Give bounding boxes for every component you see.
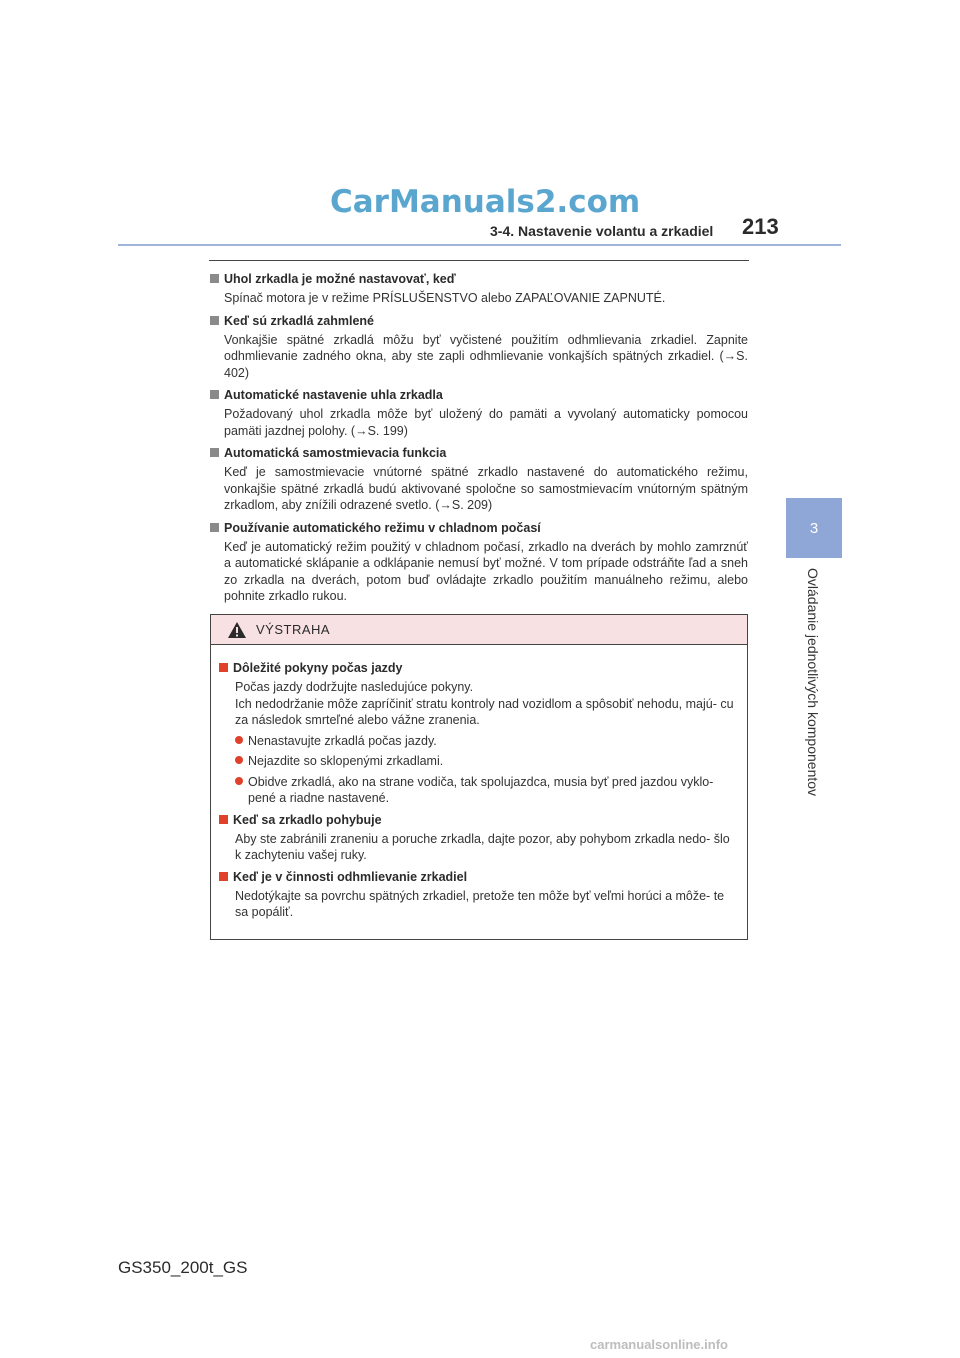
watermark-logo-top: CarManuals2.com bbox=[330, 184, 641, 220]
square-bullet-icon bbox=[219, 815, 228, 824]
dot-bullet-icon bbox=[235, 756, 243, 764]
note-body: Spínač motora je v režime PRÍSLUŠENSTVO alebo ZAPAĽOVANIE ZAPNUTÉ. bbox=[224, 291, 666, 305]
warning-section-body: Nedotýkajte sa povrchu spätných zrkadiel, pretože ten môže byť veľmi horúci a môže- te sa popáliť. bbox=[235, 888, 725, 919]
note-heading: Automatické nastavenie uhla zrkadla bbox=[210, 386, 748, 404]
warning-section-body: Počas jazdy dodržujte nasledujúce pokyny. bbox=[235, 680, 474, 694]
square-bullet-icon bbox=[210, 274, 219, 283]
warning-box bbox=[210, 614, 748, 940]
chapter-number: 3 bbox=[809, 520, 819, 537]
note-body: Vonkajšie spätné zrkadlá môžu byť vyčistené použitím odhmlievania zrkadiel. Zapnite odhmlievanie zadného okna, aby ste zapli odhmlievanie vonkajších spätných zrkadiel. (→S. 402) bbox=[224, 332, 748, 380]
note-body: Požadovaný uhol zrkadla môže byť uložený do pamäti a vyvolaný automaticky pomocou pamäti jazdnej polohy. (→S. 199) bbox=[224, 407, 748, 438]
note-heading: Automatická samostmievacia funkcia bbox=[210, 444, 748, 462]
warning-header bbox=[211, 615, 747, 645]
square-bullet-icon bbox=[210, 316, 219, 325]
warning-content bbox=[211, 645, 747, 921]
warning-section bbox=[219, 811, 739, 864]
warning-title: VÝSTRAHA bbox=[256, 622, 331, 637]
warning-bullet: Nejazdite so sklopenými zrkadlami. bbox=[219, 753, 739, 770]
warning-section-body: Aby ste zabránili zraneniu a poruche zrkadla, dajte pozor, aby pohybom zrkadla nedo- šlo k zachyteniu vašej ruky. bbox=[235, 831, 730, 862]
dot-bullet-icon bbox=[235, 736, 243, 744]
content-divider bbox=[209, 260, 749, 261]
section-title: 3-4. Nastavenie volantu a zrkadiel bbox=[490, 223, 714, 239]
warning-section bbox=[219, 868, 739, 921]
warning-section-body: Ich nedodržanie môže zapríčiniť stratu kontroly nad vozidlom a spôsobiť nehodu, majú- cu za následok smrteľné alebo vážne zranenia. bbox=[235, 696, 734, 727]
chapter-tab bbox=[786, 498, 842, 558]
header-divider bbox=[118, 244, 841, 246]
notes-list bbox=[210, 270, 748, 610]
chapter-title: Ovládanie jednotlivých komponentov bbox=[805, 568, 821, 797]
note-item bbox=[210, 519, 748, 605]
note-item bbox=[210, 444, 748, 514]
square-bullet-icon bbox=[210, 523, 219, 532]
dot-bullet-icon bbox=[235, 777, 243, 785]
note-item bbox=[210, 312, 748, 382]
note-body: Keď je automatický režim použitý v chladnom počasí, zrkadlo na dverách by mohlo zamrznúť a automatické sklápanie a odklápanie nemusí byť možné. V tom prípade odstráňte ľad a sneh zo zrkadla na dverách, potom buď ovládajte zrkadlo použitím manuálneho režimu, alebo pohnite zrkadlo rukou. bbox=[224, 539, 748, 603]
note-heading: Keď sú zrkadlá zahmlené bbox=[210, 312, 748, 330]
warning-bullet: Obidve zrkadlá, ako na strane vodiča, tak spolujazdca, musia byť pred jazdou vyklo- pené a riadne nastavené. bbox=[219, 774, 739, 807]
warning-section bbox=[219, 659, 739, 807]
note-heading: Uhol zrkadla je možné nastavovať, keď bbox=[210, 270, 748, 288]
square-bullet-icon bbox=[219, 663, 228, 672]
note-item bbox=[210, 386, 748, 439]
square-bullet-icon bbox=[210, 448, 219, 457]
note-body: Keď je samostmievacie vnútorné spätné zrkadlo nastavené do automatického režimu, vonkajšie spätné zrkadlá budú aktivované spoločne so samostmievacím vnútorným spätným zrkadlom, aby znížili odrazené svetlo. (→S. 209) bbox=[224, 465, 748, 512]
warning-triangle-icon bbox=[227, 621, 247, 639]
note-item bbox=[210, 270, 748, 307]
note-heading: Používanie automatického režimu v chladnom počasí bbox=[210, 519, 748, 537]
page-number: 213 bbox=[742, 214, 779, 239]
warning-section-heading: Dôležité pokyny počas jazdy bbox=[219, 659, 739, 677]
square-bullet-icon bbox=[210, 390, 219, 399]
warning-section-heading: Keď sa zrkadlo pohybuje bbox=[219, 811, 739, 829]
model-code: GS350_200t_GS bbox=[118, 1258, 248, 1277]
watermark-bottom: carmanualsonline.info bbox=[590, 1337, 728, 1352]
warning-bullet: Nenastavujte zrkadlá počas jazdy. bbox=[219, 733, 739, 750]
warning-section-heading: Keď je v činnosti odhmlievanie zrkadiel bbox=[219, 868, 739, 886]
square-bullet-icon bbox=[219, 872, 228, 881]
